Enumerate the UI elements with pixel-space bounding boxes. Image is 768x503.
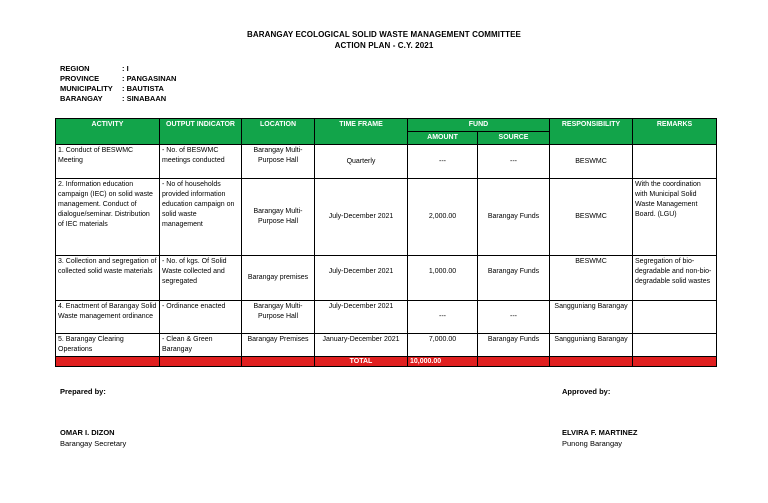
amount-cell: 2,000.00: [408, 179, 478, 256]
output-cell: - Ordinance enacted: [160, 301, 242, 334]
source-cell: ---: [478, 145, 550, 179]
total-empty-cell: [633, 357, 717, 367]
header-location: LOCATION: [242, 119, 315, 145]
activity-cell: 5. Barangay Clearing Operations: [56, 334, 160, 357]
output-cell: - No. of kgs. Of Solid Waste collected and segregated: [160, 256, 242, 301]
remarks-cell: Segregation of bio-degradable and non-bio-degradable solid wastes: [633, 256, 717, 301]
source-cell: Barangay Funds: [478, 334, 550, 357]
amount-cell: 1,000.00: [408, 256, 478, 301]
total-empty-cell: [550, 357, 633, 367]
source-cell: Barangay Funds: [478, 179, 550, 256]
source-cell: Barangay Funds: [478, 256, 550, 301]
total-empty-cell: [56, 357, 160, 367]
remarks-cell: [633, 145, 717, 179]
info-row-province: [60, 74, 176, 84]
responsibility-cell: BESWMC: [550, 179, 633, 256]
responsibility-cell: Sangguniang Barangay: [550, 334, 633, 357]
header-responsibility: RESPONSIBILITY: [550, 119, 633, 145]
location-cell: Barangay Premises: [242, 334, 315, 357]
activity-cell: 4. Enactment of Barangay Solid Waste management ordinance: [56, 301, 160, 334]
timeframe-cell: January-December 2021: [315, 334, 408, 357]
header-time-frame: TIME FRAME: [315, 119, 408, 145]
info-row-municipality: [60, 84, 176, 94]
table-row: [56, 256, 717, 301]
table-row: [56, 334, 717, 357]
approver-name: ELVIRA F. MARTINEZ: [562, 428, 638, 437]
document-subtitle: ACTION PLAN - C.Y. 2021: [334, 41, 434, 50]
table-row: [56, 301, 717, 334]
info-label: REGION: [60, 64, 90, 73]
table-row: [56, 145, 717, 179]
output-cell: - Clean & Green Barangay: [160, 334, 242, 357]
timeframe-cell: July-December 2021: [315, 301, 408, 334]
prepared-by-label: Prepared by:: [60, 387, 106, 396]
info-label: MUNICIPALITY: [60, 84, 113, 93]
total-row: [56, 357, 717, 367]
preparer-title: Barangay Secretary: [60, 439, 127, 448]
output-cell: - No of households provided information education campaign on solid waste management: [160, 179, 242, 256]
header-fund: FUND: [408, 119, 550, 132]
amount-cell: ---: [408, 301, 478, 334]
activity-cell: 2. Information education campaign (IEC) on solid waste management. Conduct of dialogue/seminar. Distribution of IEC materials: [56, 179, 160, 256]
header-output-indicator: OUTPUT INDICATOR: [160, 119, 242, 145]
activity-cell: 3. Collection and segregation of collected solid waste materials: [56, 256, 160, 301]
info-value: : I: [122, 64, 129, 73]
header-activity: ACTIVITY: [56, 119, 160, 145]
approver-title: Punong Barangay: [562, 439, 623, 448]
remarks-cell: With the coordination with Municipal Solid Waste Management Board. (LGU): [633, 179, 717, 256]
total-label: TOTAL: [315, 357, 408, 367]
timeframe-cell: Quarterly: [315, 145, 408, 179]
timeframe-cell: July-December 2021: [315, 256, 408, 301]
table-row: [56, 179, 717, 256]
responsibility-cell: BESWMC: [550, 256, 633, 301]
output-cell: - No. of BESWMC meetings conducted: [160, 145, 242, 179]
total-empty-cell: [242, 357, 315, 367]
responsibility-cell: BESWMC: [550, 145, 633, 179]
amount-cell: 7,000.00: [408, 334, 478, 357]
activity-cell: 1. Conduct of BESWMC Meeting: [56, 145, 160, 179]
document-title: BARANGAY ECOLOGICAL SOLID WASTE MANAGEMENT COMMITTEE: [247, 30, 521, 39]
header-source: SOURCE: [478, 132, 550, 145]
approved-by-label: Approved by:: [562, 387, 611, 396]
info-value: : BAUTISTA: [122, 84, 164, 93]
info-row-region: [60, 64, 176, 74]
info-row-barangay: [60, 94, 176, 104]
location-cell: Barangay Multi-Purpose Hall: [242, 145, 315, 179]
location-info: [60, 64, 176, 104]
total-amount: 10,000.00: [408, 357, 478, 367]
location-cell: Barangay Multi-Purpose Hall: [242, 179, 315, 256]
responsibility-cell: Sangguniang Barangay: [550, 301, 633, 334]
info-label: PROVINCE: [60, 74, 100, 83]
info-label: BARANGAY: [60, 94, 103, 103]
remarks-cell: [633, 334, 717, 357]
location-cell: Barangay premises: [242, 256, 315, 301]
preparer-name: OMAR I. DIZON: [60, 428, 115, 437]
header-amount: AMOUNT: [408, 132, 478, 145]
timeframe-cell: July-December 2021: [315, 179, 408, 256]
amount-cell: ---: [408, 145, 478, 179]
location-cell: Barangay Multi-Purpose Hall: [242, 301, 315, 334]
remarks-cell: [633, 301, 717, 334]
total-empty-cell: [478, 357, 550, 367]
source-cell: ---: [478, 301, 550, 334]
total-empty-cell: [160, 357, 242, 367]
action-plan-table: [55, 118, 717, 367]
info-value: : PANGASINAN: [122, 74, 177, 83]
header-remarks: REMARKS: [633, 119, 717, 145]
info-value: : SINABAAN: [122, 94, 167, 103]
